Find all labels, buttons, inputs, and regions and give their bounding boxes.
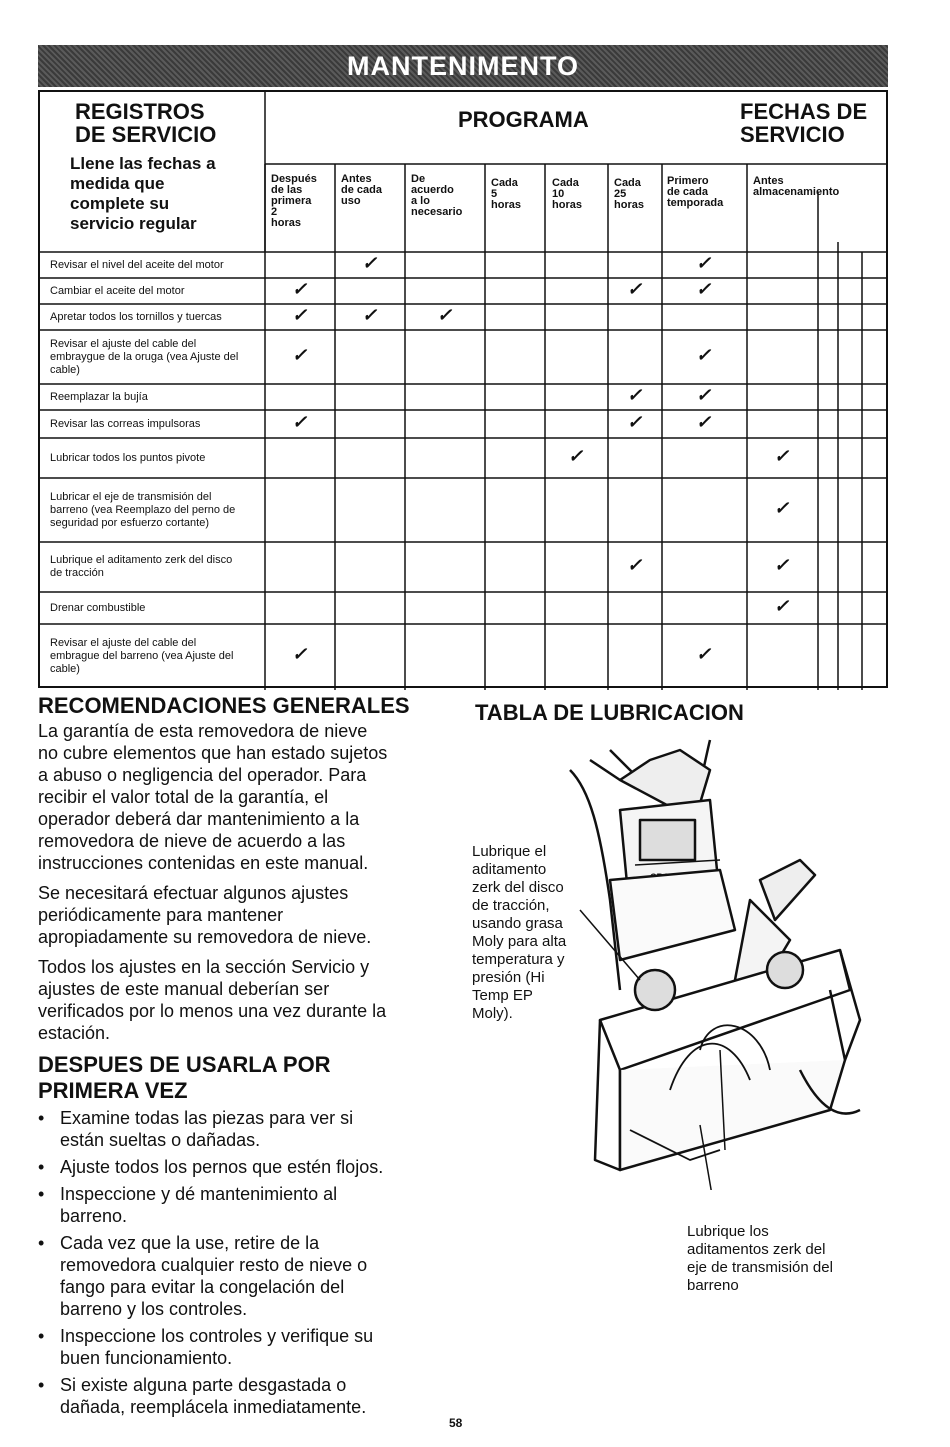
maintenance-banner: [38, 45, 888, 87]
check-mark: ✓: [292, 279, 308, 299]
check-mark: ✓: [292, 345, 308, 365]
table-row-label: Revisar el ajuste del cable del embrague del barreno (vea Ajuste del cable): [50, 636, 234, 675]
check-mark: ✓: [292, 305, 308, 325]
list-item: • Si existe alguna parte desgastada o dañada, reemplácela inmediatamente.: [55, 1374, 445, 1418]
auger-shaft-zerk-callout: Lubrique los aditamentos zerk del eje de transmisión del barreno: [687, 1223, 833, 1294]
maintenance-schedule-table: [38, 90, 888, 688]
check-mark: ✓: [696, 345, 712, 365]
table-row-label: Lubricar el eje de transmisión del barreno (vea Reemplazo del perno de seguridad por esfuerzo cortante): [50, 490, 236, 529]
table-row-label: Cambiar el aceite del motor: [50, 284, 185, 297]
general-paragraph-2: Se necesitará efectuar algunos ajustes periódicamente para mantener apropiadamente su removedora de nieve.: [38, 883, 372, 947]
check-mark: ✓: [362, 305, 378, 325]
snowblower-illustration: [560, 730, 900, 1190]
list-item: • Ajuste todos los pernos que estén flojos.: [55, 1156, 445, 1178]
lubrication-chart-title: TABLA DE LUBRICACION: [475, 700, 744, 725]
col-after-first-2-hours: Después de las primera 2 horas: [271, 173, 317, 229]
col-every-5-hours: Cada 5 horas: [491, 177, 521, 211]
check-mark: ✓: [774, 446, 790, 466]
col-before-storage: Antes almacenamiento: [753, 175, 840, 198]
check-mark: ✓: [627, 385, 643, 405]
col-every-10-hours: Cada 10 horas: [552, 177, 582, 211]
check-mark: ✓: [292, 644, 308, 664]
list-item: • Inspeccione los controles y verifique su buen funcionamiento.: [55, 1325, 445, 1369]
col-as-needed: De acuerdo a lo necesario: [411, 173, 463, 218]
table-row-label: Apretar todos los tornillos y tuercas: [50, 310, 222, 323]
check-mark: ✓: [568, 446, 584, 466]
list-item: • Examine todas las piezas para ver si están sueltas o dañadas.: [55, 1107, 445, 1151]
check-mark: ✓: [627, 412, 643, 432]
col-first-of-season: Primero de cada temporada: [667, 175, 724, 209]
first-use-title: DESPUES DE USARLA POR PRIMERA VEZ: [38, 1052, 331, 1103]
general-paragraph-3: Todos los ajustes en la sección Servicio y ajustes de este manual deberían ser verificados por lo menos una vez durante la estación.: [38, 957, 387, 1043]
general-recommendations-title: RECOMENDACIONES GENERALES: [38, 693, 410, 718]
service-records-note: Llene las fechas a medida que complete su servicio regular: [70, 154, 216, 233]
drive-disc-zerk-callout: Lubrique el aditamento zerk del disco de tracción, usando grasa Moly para alta temperatura y presión (Hi Temp EP Moly).: [472, 843, 567, 1022]
check-mark: ✓: [696, 279, 712, 299]
check-mark: ✓: [627, 279, 643, 299]
table-row-label: Lubrique el aditamento zerk del disco de tracción: [50, 554, 233, 579]
program-title: PROGRAMA: [458, 107, 589, 132]
table-row-label: Revisar el ajuste del cable del embraygue de la oruga (vea Ajuste del cable): [50, 337, 239, 376]
table-row-label: Reemplazar la bujía: [50, 390, 148, 403]
service-records-title: REGISTROS DE SERVICIO: [75, 99, 217, 147]
list-item: • Inspeccione y dé mantenimiento al barreno.: [55, 1183, 445, 1227]
table-row-label: Revisar las correas impulsoras: [50, 417, 201, 430]
general-paragraph-1: La garantía de esta removedora de nieve no cubre elementos que han estado sujetos a abuso o negligencia del operador. Para recibir el valor total de la garantía, el operador deberá dar mantenimiento a la removedora de nieve de acuerdo a las instrucciones contenidas en este manual.: [38, 721, 388, 873]
check-mark: ✓: [696, 385, 712, 405]
check-mark: ✓: [696, 412, 712, 432]
check-mark: ✓: [774, 596, 790, 616]
col-before-each-use: Antes de cada uso: [341, 173, 382, 207]
list-item: • Cada vez que la use, retire de la removedora cualquier resto de nieve o fango para evitar la congelación del barreno y los controles.: [55, 1232, 445, 1320]
check-mark: ✓: [774, 498, 790, 518]
check-mark: ✓: [292, 412, 308, 432]
table-row-label: Lubricar todos los puntos pivote: [50, 451, 206, 464]
check-mark: ✓: [437, 305, 453, 325]
col-every-25-hours: Cada 25 horas: [614, 177, 644, 211]
check-mark: ✓: [696, 253, 712, 273]
first-use-list: [55, 1107, 445, 1423]
table-row-label: Drenar combustible: [50, 601, 146, 614]
check-mark: ✓: [774, 555, 790, 575]
service-dates-title: FECHAS DE SERVICIO: [740, 99, 868, 147]
check-mark: ✓: [362, 253, 378, 273]
banner-title: MANTENIMENTO: [347, 50, 579, 81]
check-mark: ✓: [627, 555, 643, 575]
check-mark: ✓: [696, 644, 712, 664]
table-row-label: Revisar el nivel del aceite del motor: [50, 258, 224, 271]
page-number: 58: [449, 1416, 463, 1430]
